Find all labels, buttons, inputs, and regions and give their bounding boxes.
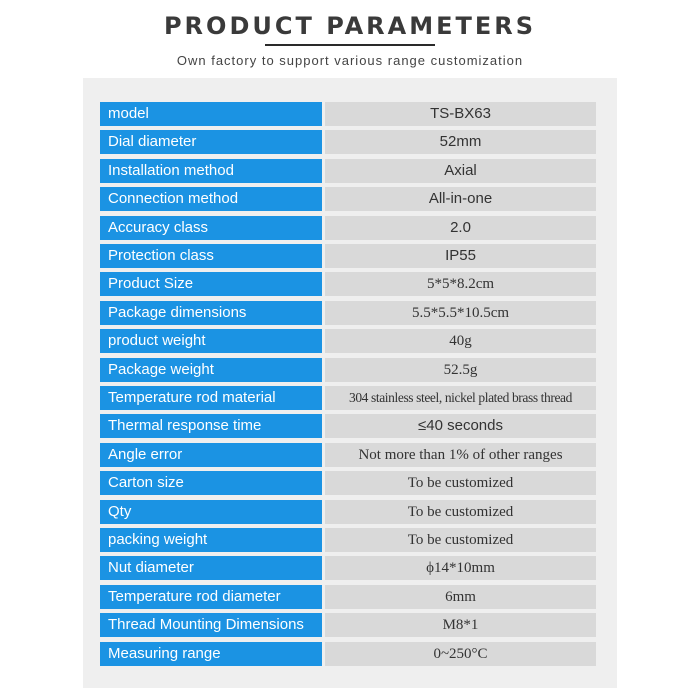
param-row [100, 102, 596, 126]
param-label: Connection method [100, 187, 322, 211]
param-row [100, 414, 596, 438]
param-row [100, 272, 596, 296]
param-value: TS-BX63 [325, 102, 596, 126]
param-value: IP55 [325, 244, 596, 268]
param-row [100, 329, 596, 353]
param-label: model [100, 102, 322, 126]
param-row [100, 244, 596, 268]
param-value: ≤40 seconds [325, 414, 596, 438]
param-row [100, 642, 596, 666]
param-label: Protection class [100, 244, 322, 268]
page-subtitle: Own factory to support various range customization [176, 53, 524, 68]
param-value: To be customized [325, 500, 596, 524]
page-title: PRODUCT PARAMETERS [163, 12, 537, 40]
param-value: 52mm [325, 130, 596, 154]
param-value: Not more than 1% of other ranges [325, 443, 596, 467]
param-row [100, 386, 596, 410]
param-label: Carton size [100, 471, 322, 495]
param-row [100, 556, 596, 580]
param-label: Temperature rod material [100, 386, 322, 410]
param-row [100, 358, 596, 382]
param-value: 304 stainless steel, nickel plated brass thread [325, 386, 596, 410]
param-value: 5*5*8.2cm [325, 272, 596, 296]
param-value: 2.0 [325, 216, 596, 240]
param-label: Thread Mounting Dimensions [100, 613, 322, 637]
param-row [100, 159, 596, 183]
param-label: Package dimensions [100, 301, 322, 325]
param-value: 5.5*5.5*10.5cm [325, 301, 596, 325]
param-value: Axial [325, 159, 596, 183]
param-value: 0~250°C [325, 642, 596, 666]
param-row [100, 216, 596, 240]
param-row [100, 613, 596, 637]
param-row [100, 528, 596, 552]
param-label: Measuring range [100, 642, 322, 666]
param-label: Nut diameter [100, 556, 322, 580]
param-label: product weight [100, 329, 322, 353]
param-value: 40g [325, 329, 596, 353]
param-label: Temperature rod diameter [100, 585, 322, 609]
param-value: 52.5g [325, 358, 596, 382]
param-row [100, 471, 596, 495]
param-label: Installation method [100, 159, 322, 183]
title-underline [265, 44, 435, 46]
param-value: 6mm [325, 585, 596, 609]
param-label: packing weight [100, 528, 322, 552]
param-row [100, 443, 596, 467]
param-value: To be customized [325, 528, 596, 552]
param-value: To be customized [325, 471, 596, 495]
param-row [100, 187, 596, 211]
param-value: M8*1 [325, 613, 596, 637]
param-row [100, 130, 596, 154]
param-label: Package weight [100, 358, 322, 382]
param-label: Angle error [100, 443, 322, 467]
param-label: Accuracy class [100, 216, 322, 240]
param-label: Qty [100, 500, 322, 524]
param-value: ϕ14*10mm [325, 556, 596, 580]
param-label: Dial diameter [100, 130, 322, 154]
param-label: Thermal response time [100, 414, 322, 438]
param-label: Product Size [100, 272, 322, 296]
param-row [100, 500, 596, 524]
param-value: All-in-one [325, 187, 596, 211]
param-row [100, 585, 596, 609]
param-row [100, 301, 596, 325]
